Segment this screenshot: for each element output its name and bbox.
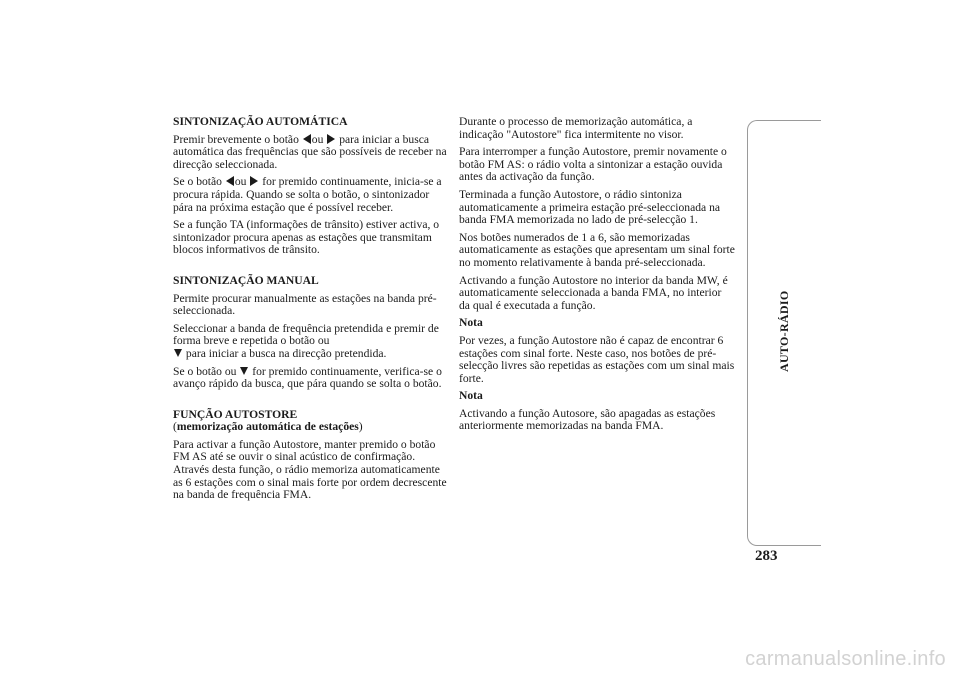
text-auto-2a: Se o botão	[173, 175, 222, 189]
section-label: AUTO-RÁDIO	[777, 290, 791, 372]
watermark: carmanualsonline.info	[745, 648, 946, 670]
triangle-right-icon	[327, 134, 335, 144]
left-column	[173, 116, 447, 507]
heading-note-2: Nota	[459, 389, 483, 403]
text-auto-2b: for premido continuamente, inicia-se a procura rápida. Quando se solta o botão, o sintonizador pára na próxima estação que é possível receber.	[173, 175, 442, 214]
paragraph-auto-3: Se a função TA (informações de trânsito) estiver activa, o sintonizador procura apenas as estações que transmitam blocos informativos de trânsito.	[173, 218, 440, 257]
text-auto-1b: para iniciar a busca automática das frequências que são possíveis de receber na direcção seleccionada.	[173, 132, 447, 171]
text-manual-2b: para iniciar a busca na direcção pretendida.	[185, 346, 387, 360]
text-manual-3a: Se o botão ou	[173, 364, 237, 378]
paragraph-auto-1	[173, 134, 447, 172]
triangle-down-icon	[174, 349, 182, 357]
text-auto-1-or: ou	[311, 132, 324, 146]
heading-auto-tuning: SINTONIZAÇÃO AUTOMÁTICA	[173, 115, 348, 128]
heading-autostore	[173, 409, 447, 434]
paragraph-manual-1: Permite procurar manualmente as estações na banda pré-seleccionada.	[173, 291, 437, 318]
heading-manual-tuning: SINTONIZAÇÃO MANUAL	[173, 273, 319, 287]
right-column	[459, 116, 735, 438]
autostore-title: FUNÇÃO AUTOSTORE	[173, 407, 298, 421]
triangle-left-icon	[303, 134, 311, 144]
paragraph-manual-2	[173, 323, 447, 361]
text-auto-1a: Premir brevemente o botão	[173, 132, 299, 146]
paragraph-right-1: Durante o processo de memorização automática, a indicação "Autostore" fica intermitente no visor.	[459, 115, 693, 141]
paragraph-manual-3	[173, 366, 447, 391]
paragraph-right-3: Terminada a função Autostore, o rádio sintoniza automaticamente a primeira estação pré-seleccionada na banda FMA memorizada no lado de pré-selecção 1.	[459, 187, 721, 227]
text-auto-2-or: ou	[234, 175, 247, 189]
autostore-subtitle: memorização automática de estações	[176, 420, 359, 434]
paragraph-right-2: Para interromper a função Autostore, premir novamente o botão FM AS: o rádio volta a sintonizar a estação ouvida antes da activação da função.	[459, 145, 727, 184]
paragraph-auto-2	[173, 176, 447, 214]
paren-open: (	[173, 420, 177, 434]
paragraph-note-2: Activando a função Autosore, são apagadas as estações anteriormente memorizadas na banda FMA.	[459, 406, 716, 433]
paren-close: )	[358, 420, 363, 434]
section-gap	[173, 262, 447, 275]
paragraph-right-4: Nos botões numerados de 1 a 6, são memorizadas automaticamente as estações que apresentam um sinal forte no momento relativamente à banda pré-seleccionada.	[459, 230, 735, 269]
triangle-right-icon	[250, 176, 258, 186]
heading-note-1: Nota	[459, 316, 483, 330]
triangle-left-icon	[226, 176, 234, 186]
text-manual-2a: Seleccionar a banda de frequência pretendida e premir de forma breve e repetida o botão ou	[173, 321, 439, 348]
page-number: 283	[755, 548, 778, 564]
paragraph-right-5: Activando a função Autostore no interior da banda MW, é automaticamente seleccionada a banda FMA, no interior da qual é executada a função.	[459, 273, 728, 312]
paragraph-note-1: Por vezes, a função Autostore não é capaz de encontrar 6 estações com sinal forte. Neste caso, nos botões de pré-selecção livres são repetidas as estações com um sinal mais forte.	[459, 333, 735, 385]
text-manual-3b: for premido continuamente, verifica-se o avanço rápido da busca, que pára quando se solta o botão.	[173, 364, 442, 391]
triangle-down-icon	[240, 367, 248, 375]
paragraph-autostore-1: Para activar a função Autostore, manter premido o botão FM AS até se ouvir o sinal acústico de confirmação. Através desta função, o rádio memoriza automaticamente as 6 estações com o sinal mais forte por ordem decrescente na banda de frequência FMA.	[173, 437, 447, 502]
